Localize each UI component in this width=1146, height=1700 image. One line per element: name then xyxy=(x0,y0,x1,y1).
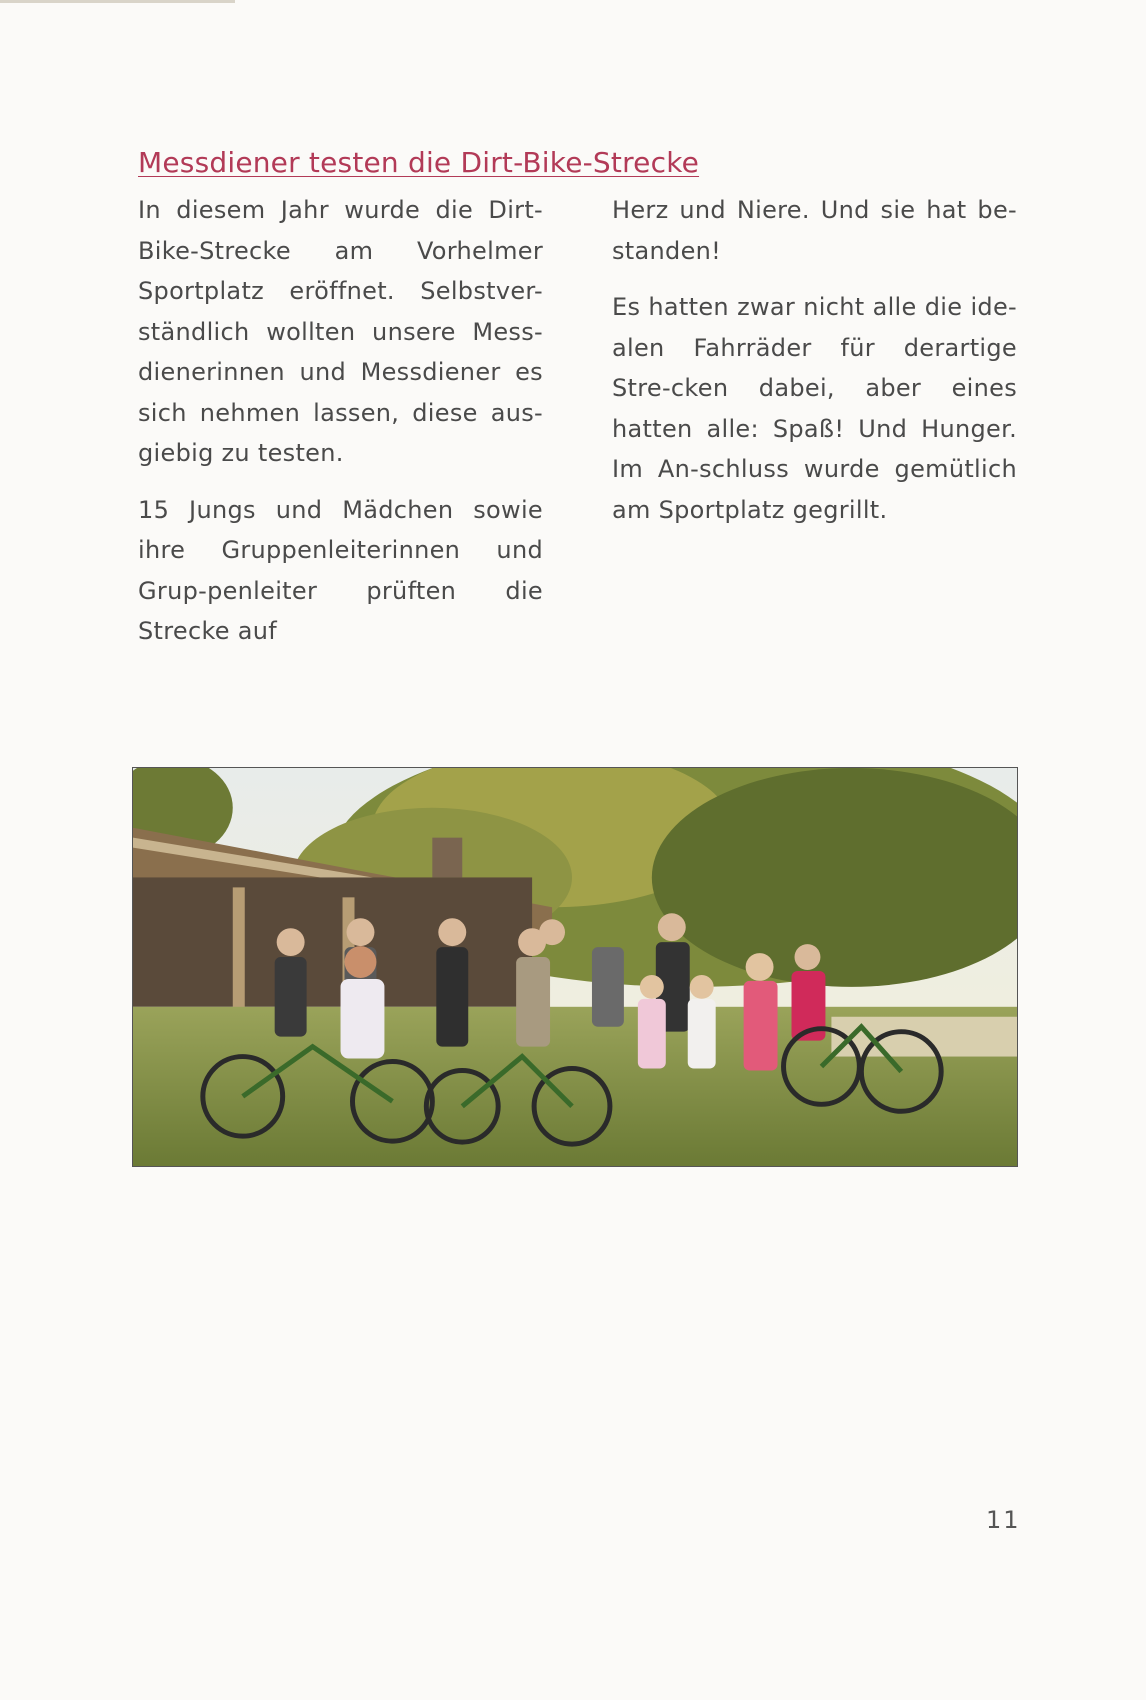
scan-edge-mark xyxy=(0,0,235,3)
paragraph: Es hatten zwar nicht alle die ide-alen Fahrräder für derartige Stre-cken dabei, aber eines hatten alle: Spaß! Und Hunger. Im An-schluss wurde gemütlich am Sportplatz gegrillt. xyxy=(612,293,1017,524)
paragraph: 15 Jungs und Mädchen sowie ihre Gruppenleiterinnen und Grup-penleiter prüften die Strecke auf xyxy=(138,495,543,645)
right-text-column xyxy=(612,190,1017,546)
paragraph: In diesem Jahr wurde die Dirt-Bike-Strecke am Vorhelmer Sportplatz eröffnet. Selbstver-ständlich wollten unsere Mess-dienerinnen und Messdiener es sich nehmen lassen, diese aus-giebig zu testen. xyxy=(138,196,543,467)
article-title: Messdiener testen die Dirt-Bike-Strecke xyxy=(138,146,700,179)
group-photo xyxy=(132,767,1018,1167)
paragraph: Herz und Niere. Und sie hat be-standen! xyxy=(612,196,1017,265)
page-number: 11 xyxy=(986,1506,1021,1534)
group-photo-illustration xyxy=(133,768,1017,1166)
left-text-column xyxy=(138,190,543,668)
